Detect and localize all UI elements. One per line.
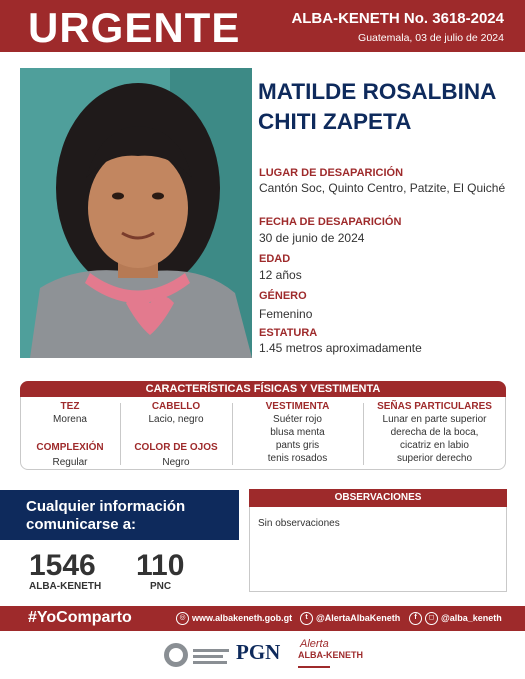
globe-icon: ◎ xyxy=(176,612,189,625)
website-text: www.albakeneth.gob.gt xyxy=(192,612,293,623)
characteristics-title: CARACTERÍSTICAS FÍSICAS Y VESTIMENTA xyxy=(20,381,506,397)
hashtag: #YoComparto xyxy=(28,609,132,626)
senas-line: superior derecho xyxy=(396,453,473,464)
alert-date: Guatemala, 03 de julio de 2024 xyxy=(358,32,504,44)
header-banner xyxy=(0,0,525,52)
observations-title: OBSERVACIONES xyxy=(249,489,507,507)
fecha-value: 30 de junio de 2024 xyxy=(259,231,365,245)
edad-value: 12 años xyxy=(259,268,302,282)
senas-line: cicatriz en labio xyxy=(400,440,469,451)
phone-pnc[interactable]: 110 xyxy=(136,549,185,582)
lugar-label: LUGAR DE DESAPARICIÓN xyxy=(259,167,404,179)
senas-line: derecha de la boca, xyxy=(390,427,479,438)
vestimenta-label: VESTIMENTA xyxy=(265,401,330,412)
observations-text: Sin observaciones xyxy=(258,518,340,529)
portrait-illustration xyxy=(20,68,252,358)
twitter-text: @AlertaAlbaKeneth xyxy=(316,612,401,623)
fecha-label: FECHA DE DESAPARICIÓN xyxy=(259,216,402,228)
cabello-label: CABELLO xyxy=(151,401,201,412)
phone-pnc-label: PNC xyxy=(150,581,172,592)
genero-label: GÉNERO xyxy=(259,290,307,302)
cabello-value: Lacio, negro xyxy=(148,414,204,425)
vestimenta-item: Suéter rojo xyxy=(273,414,322,425)
phone-alba-keneth[interactable]: 1546 xyxy=(29,549,96,582)
missing-person-name xyxy=(258,77,496,137)
contact-line-1: Cualquier información xyxy=(26,498,186,515)
senas-label: SEÑAS PARTICULARES xyxy=(377,401,492,412)
facebook-instagram-links[interactable] xyxy=(409,612,502,625)
pgn-logo: PGN xyxy=(236,640,281,664)
name-line-2: CHITI ZAPETA xyxy=(258,109,412,134)
twitter-link[interactable] xyxy=(300,612,400,625)
ojos-label: COLOR DE OJOS xyxy=(134,442,218,453)
senas-list xyxy=(363,413,506,465)
logos-row xyxy=(0,636,525,676)
vestimenta-item: tenis rosados xyxy=(267,453,328,464)
lugar-value: Cantón Soc, Quinto Centro, Patzite, El Quiché xyxy=(259,181,506,195)
twitter-icon: t xyxy=(300,612,313,625)
complexion-label: COMPLEXIÓN xyxy=(36,442,104,453)
alerta-logo-line-2: ALBA-KENETH xyxy=(298,650,363,660)
alert-number: ALBA-KENETH No. 3618-2024 xyxy=(291,10,504,27)
website-link[interactable] xyxy=(176,612,292,625)
footer-bar xyxy=(0,606,525,631)
senas-line: Lunar en parte superior xyxy=(382,414,487,425)
vestimenta-item: pants gris xyxy=(275,440,320,451)
instagram-text: @alba_keneth xyxy=(441,612,502,623)
name-line-1: MATILDE ROSALBINA xyxy=(258,79,497,104)
missing-person-photo xyxy=(20,68,252,358)
urgent-title: URGENTE xyxy=(28,4,241,51)
tez-value: Morena xyxy=(53,414,87,425)
facebook-icon: f xyxy=(409,612,422,625)
contact-line-2: comunicarse a: xyxy=(26,516,137,533)
vestimenta-item: blusa menta xyxy=(270,427,325,438)
alerta-logo-line-1: Alerta xyxy=(300,638,329,650)
instagram-icon: ◻ xyxy=(425,612,438,625)
vestimenta-list xyxy=(232,413,363,465)
ojos-value: Negro xyxy=(162,457,190,468)
genero-value: Femenino xyxy=(259,307,313,321)
complexion-value: Regular xyxy=(52,457,88,468)
tez-label: TEZ xyxy=(60,401,80,412)
contact-banner xyxy=(0,490,239,540)
edad-label: EDAD xyxy=(259,253,291,265)
estatura-value: 1.45 metros aproximadamente xyxy=(259,341,422,355)
phone-alba-keneth-label: ALBA-KENETH xyxy=(29,581,102,592)
estatura-label: ESTATURA xyxy=(259,327,318,339)
